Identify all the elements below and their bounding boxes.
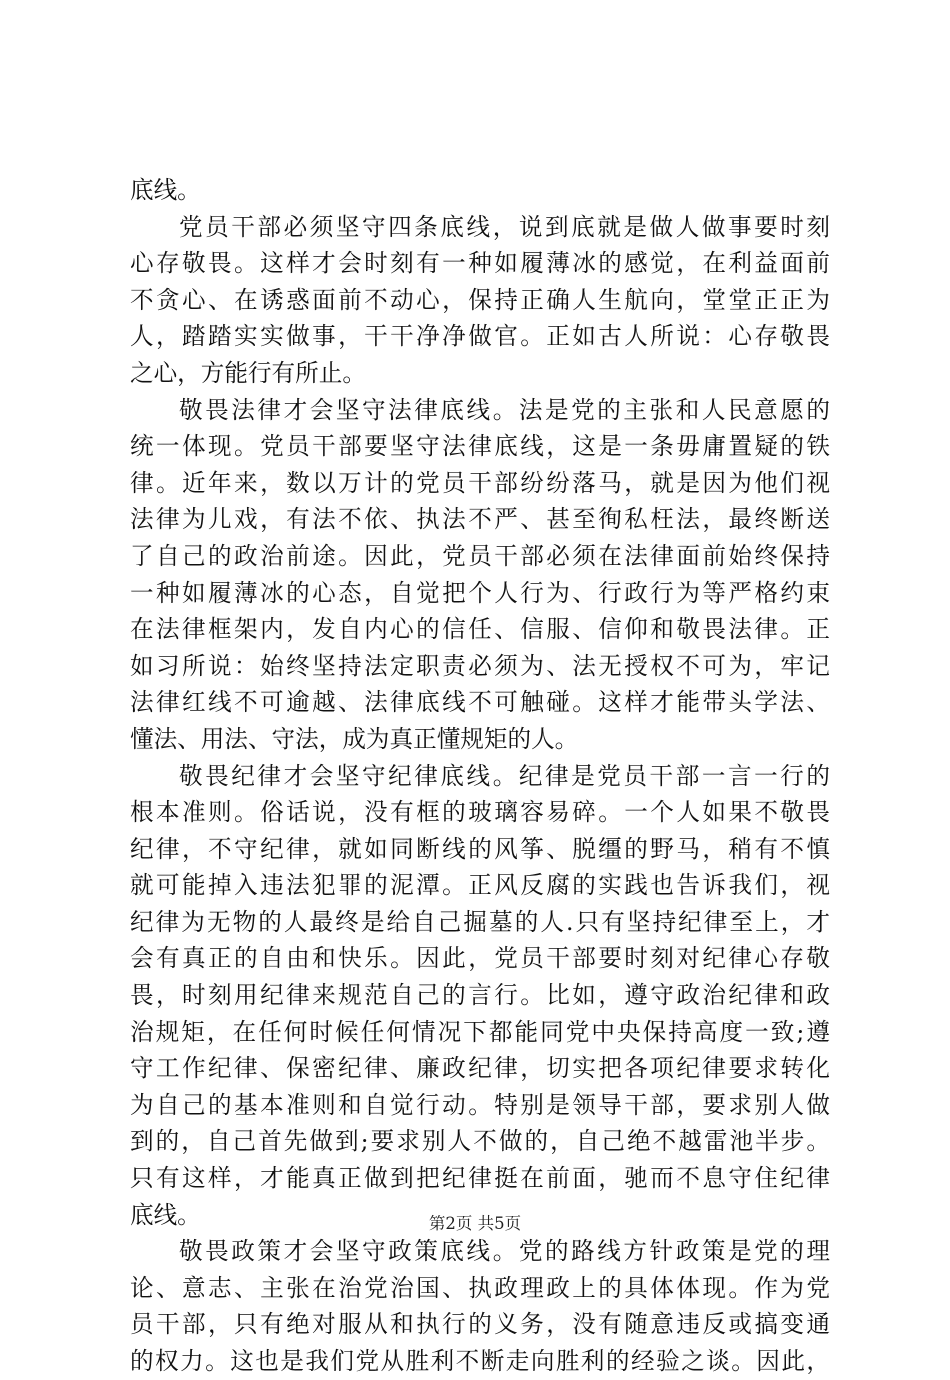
page-footer: 第2页 共5页 [428,1214,522,1233]
document-body [130,172,830,1380]
text-line: 在法律框架内，发自内心的信任、信服、信仰和敬畏法律。正 [130,615,830,644]
text-line: 党员干部必须坚守四条底线，说到底就是做人做事要时刻 [179,212,830,241]
text-line: 底线。 [130,1200,201,1229]
text-line: 了自己的政治前途。因此，党员干部必须在法律面前始终保持 [130,541,830,570]
paragraph [130,209,830,392]
text-line: 敬畏政策才会坚守政策底线。党的路线方针政策是党的理 [179,1237,830,1266]
text-line: 法律红线不可逾越、法律底线不可触碰。这样才能带头学法、 [130,688,830,717]
text-line: 为自己的基本准则和自觉行动。特别是领导干部，要求别人做 [130,1090,830,1119]
text-line: 论、意志、主张在治党治国、执政理政上的具体体现。作为党 [130,1273,830,1302]
paragraph [130,392,830,758]
text-line: 就可能掉入违法犯罪的泥潭。正风反腐的实践也告诉我们，视 [130,871,830,900]
text-line: 会有真正的自由和快乐。因此，党员干部要时刻对纪律心存敬 [130,944,830,973]
text-line: 一种如履薄冰的心态，自觉把个人行为、行政行为等严格约束 [130,578,830,607]
paragraph [130,172,830,209]
text-line: 员干部，只有绝对服从和执行的义务，没有随意违反或搞变通 [130,1310,830,1339]
text-line: 敬畏法律才会坚守法律底线。法是党的主张和人民意愿的 [179,395,830,424]
text-line: 守工作纪律、保密纪律、廉政纪律，切实把各项纪律要求转化 [130,1054,830,1083]
text-line: 人，踏踏实实做事，干干净净做官。正如古人所说：心存敬畏 [130,322,830,351]
text-line: 只有这样，才能真正做到把纪律挺在前面，驰而不息守住纪律 [130,1164,830,1193]
text-line: 纪律，不守纪律，就如同断线的风筝、脱缰的野马，稍有不慎 [130,834,830,863]
text-line: 的权力。这也是我们党从胜利不断走向胜利的经验之谈。因此， [130,1347,830,1375]
text-line: 之心，方能行有所止。 [130,358,366,387]
text-line: 统一体现。党员干部要坚守法律底线，这是一条毋庸置疑的铁 [130,432,830,461]
text-line: 律。近年来，数以万计的党员干部纷纷落马，就是因为他们视 [130,468,830,497]
text-line: 法律为儿戏，有法不依、执法不严、甚至徇私枉法，最终断送 [130,505,830,534]
text-line: 底线。 [130,176,201,204]
text-line: 畏，时刻用纪律来规范自己的言行。比如，遵守政治纪律和政 [130,981,830,1010]
text-line: 敬畏纪律才会坚守纪律底线。纪律是党员干部一言一行的 [179,761,830,790]
text-line: 心存敬畏。这样才会时刻有一种如履薄冰的感觉，在利益面前 [130,249,830,278]
paragraph [130,758,830,1234]
paragraph [130,1233,830,1379]
text-line: 不贪心、在诱惑面前不动心，保持正确人生航向，堂堂正正为 [130,285,830,314]
text-line: 懂法、用法、守法，成为真正懂规矩的人。 [130,724,579,753]
text-line: 纪律为无物的人最终是给自己掘墓的人.只有坚持纪律至上，才 [130,907,830,936]
text-line: 治规矩，在任何时候任何情况下都能同党中央保持高度一致;遵 [130,1017,830,1046]
text-line: 根本准则。俗话说，没有框的玻璃容易碎。一个人如果不敬畏 [130,798,830,827]
text-line: 如习所说：始终坚持法定职责必须为、法无授权不可为，牢记 [130,651,830,680]
text-line: 到的，自己首先做到;要求别人不做的，自己绝不越雷池半步。 [130,1127,830,1156]
